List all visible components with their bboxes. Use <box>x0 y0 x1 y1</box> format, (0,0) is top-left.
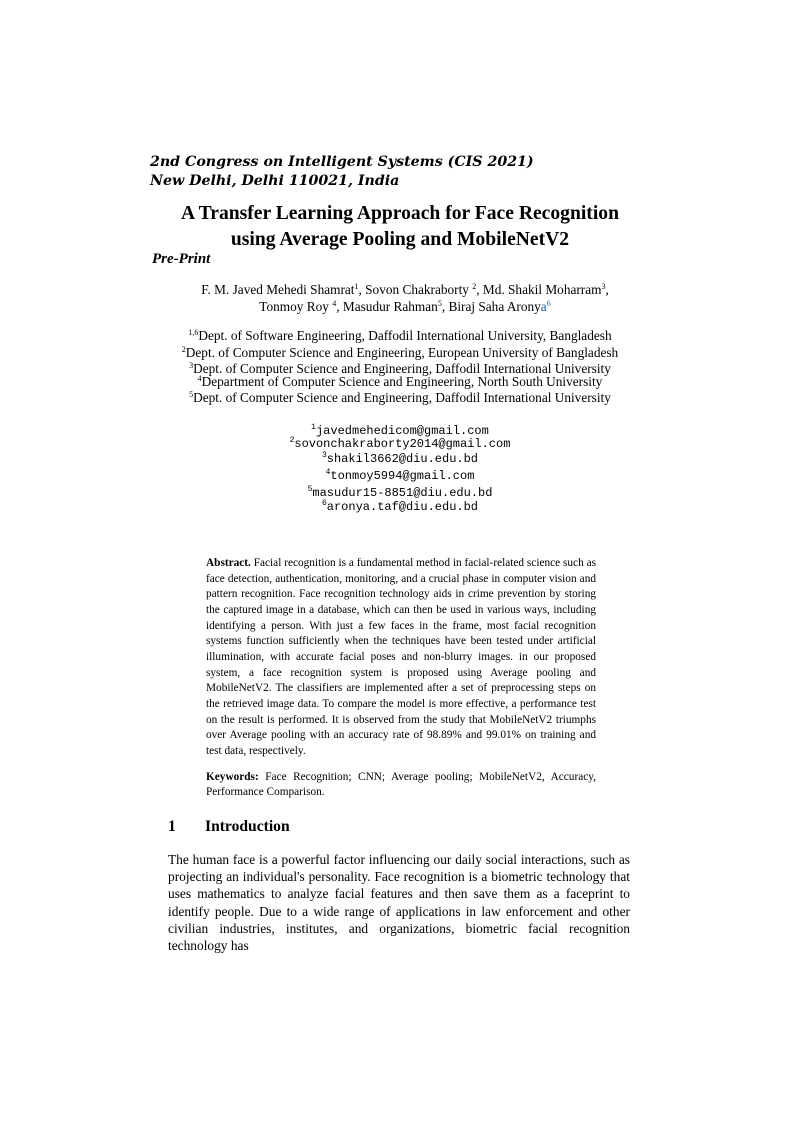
email-text[interactable]: aronya.taf@diu.edu.bd <box>326 500 479 514</box>
author-name: Tonmoy Roy <box>259 299 333 314</box>
introduction-paragraph: The human face is a powerful factor influencing our daily social interactions, such as projecting an individual's personality. Face recognition is a biometric technology that uses mathematics to analyze facial features and then save them as a faceprint to identify people. Due to a wide range of applications in law enforcement and other civilian industries, institutes, and organizations, biometric facial recognition technology has <box>168 852 630 954</box>
section-number: 1 <box>168 818 176 835</box>
email-6[interactable] <box>0 499 800 515</box>
keywords-label: Keywords: <box>206 770 259 783</box>
affiliation-5 <box>0 389 800 406</box>
email-mark: 3 <box>321 451 327 460</box>
affiliation-text: Dept. of Software Engineering, Daffodil International University, Bangladesh <box>198 328 612 343</box>
email-4[interactable] <box>0 468 800 484</box>
author-affiliation-mark: 1 <box>354 282 359 291</box>
author-name-link-char[interactable]: a <box>540 299 547 314</box>
email-mark: 5 <box>307 485 313 494</box>
preprint-label: Pre-Print <box>152 251 211 267</box>
email-text[interactable]: sovonchakraborty2014@gmail.com <box>294 437 511 451</box>
keywords-paragraph <box>206 770 596 801</box>
affiliation-text: Dept. of Computer Science and Engineering, Daffodil International University <box>193 390 611 405</box>
affiliation-mark: 2 <box>181 345 186 354</box>
author-affiliation-mark: 2 <box>472 282 477 291</box>
affiliation-mark: 4 <box>197 374 202 383</box>
section-title: Introduction <box>205 818 290 835</box>
email-mark: 4 <box>325 468 331 477</box>
abstract-text: Facial recognition is a fundamental method in facial-related science such as face detection, authentication, monitoring, and a crucial phase in computer vision and pattern recognition. Face recognition technology aids in crime prevention by storing the captured image in a database, which can then be used in various ways, including identifying a person. With just a few faces in the frame, most facial recognition systems function sufficiently when the techniques have been tested under artificial illumination, with accurate facial poses and non-blurry images. in our proposed system, a face recognition system is proposed using Average pooling and MobileNetV2. The classifiers are implemented after a set of preprocessing steps on the retrieved image data. To compare the model is more effective, a performance test on the result is performed. It is observed from the study that MobileNetV2 triumphs over Average pooling with an accuracy rate of 98.89% and 99.01% on training and test data, respectively. <box>206 557 596 757</box>
email-mark: 1 <box>311 423 316 432</box>
affiliation-text: Dept. of Computer Science and Engineering, Daffodil International University <box>193 361 611 376</box>
affiliation-mark: 3 <box>189 361 194 370</box>
email-text[interactable]: shakil3662@diu.edu.bd <box>326 452 479 466</box>
affiliation-mark: 5 <box>189 390 194 399</box>
email-text[interactable]: javedmehedicom@gmail.com <box>315 424 489 438</box>
email-3[interactable] <box>0 451 800 467</box>
author-affiliation-mark: 3 <box>601 282 606 291</box>
paper-title-line-1: A Transfer Learning Approach for Face Recognition <box>181 203 619 224</box>
author-affiliation-mark[interactable]: 6 <box>546 299 551 308</box>
author-name: Md. Shakil Moharram <box>482 282 602 297</box>
author-affiliation-mark: 4 <box>332 299 337 308</box>
conference-line-2: New Delhi, Delhi 110021, India <box>150 173 400 189</box>
email-mark: 6 <box>321 499 327 508</box>
abstract-paragraph <box>206 556 596 760</box>
author-name: F. M. Javed Mehedi Shamrat <box>201 282 355 297</box>
author-line-1: F. M. Javed Mehedi Shamrat$^1$, Sovon Chakraborty $^2$, Md. Shakil Moharram$^3$, <box>201 282 609 297</box>
author-name: Biraj Saha Arony <box>448 299 541 314</box>
abstract-block <box>206 556 596 801</box>
author-line-2: Tonmoy Roy $^4$, Masudur Rahman$^5$, Biraj Saha Aronya$^6$ <box>259 299 551 314</box>
abstract-label: Abstract. <box>206 557 251 569</box>
affiliation-2 <box>0 344 800 361</box>
conference-line-1: 2nd Congress on Intelligent Systems (CIS 2021) <box>150 154 534 170</box>
author-name: Masudur Rahman <box>342 299 438 314</box>
section-heading <box>168 817 290 837</box>
affiliation-text: Department of Computer Science and Engineering, North South University <box>201 374 603 389</box>
paper-title-line-2: using Average Pooling and MobileNetV2 <box>230 229 570 250</box>
email-mark: 2 <box>289 436 295 445</box>
email-text[interactable]: masudur15-8851@diu.edu.bd <box>312 486 493 500</box>
affiliation-mark: 1,6 <box>188 328 199 337</box>
email-text[interactable]: tonmoy5994@gmail.com <box>330 469 475 483</box>
affiliation-4 <box>0 373 800 390</box>
keywords-text: Face Recognition; CNN; Average pooling; MobileNetV2, Accuracy, Performance Comparison. <box>206 770 596 799</box>
affiliation-1 <box>0 327 800 344</box>
author-name: Sovon Chakraborty <box>365 282 473 297</box>
author-affiliation-mark: 5 <box>437 299 442 308</box>
email-2[interactable] <box>0 436 800 452</box>
affiliation-text: Dept. of Computer Science and Engineering, European University of Bangladesh <box>185 345 619 360</box>
